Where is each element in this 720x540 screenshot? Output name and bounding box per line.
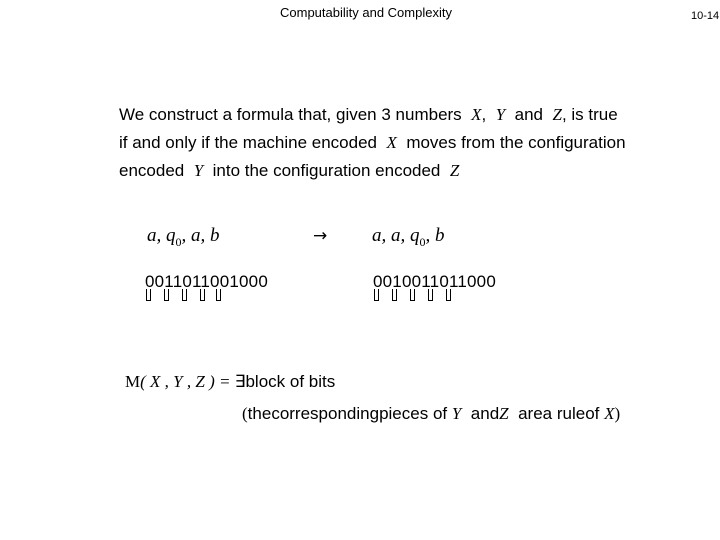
config-left-sub: 0 bbox=[175, 234, 182, 249]
intro-line-2 bbox=[119, 129, 719, 157]
var-y: Y bbox=[495, 105, 506, 124]
formula-args: ( X , Y , Z ) = bbox=[140, 372, 235, 391]
formula-var-z: Z bbox=[499, 404, 509, 423]
bits-right: 0010011011000 bbox=[373, 272, 496, 291]
formula-word: pieces bbox=[379, 404, 429, 423]
intro-text: , is true bbox=[561, 105, 618, 124]
config-left bbox=[147, 225, 220, 250]
intro-line-1 bbox=[119, 101, 719, 129]
intro-text: if and only if the machine encoded bbox=[119, 133, 378, 152]
intro-paragraph bbox=[119, 101, 719, 185]
config-right-pre: a, a, q bbox=[372, 225, 420, 246]
var-x: X bbox=[386, 133, 397, 152]
segment-marker bbox=[182, 289, 187, 301]
segment-marker bbox=[428, 289, 433, 301]
formula-line-2 bbox=[242, 404, 620, 424]
intro-and: and bbox=[514, 105, 544, 124]
var-y: Y bbox=[193, 161, 204, 180]
segment-marker bbox=[392, 289, 397, 301]
intro-text: We construct a formula that, given 3 numbers bbox=[119, 105, 462, 124]
config-right bbox=[372, 225, 445, 250]
formula-text: block of bits bbox=[245, 372, 336, 391]
segment-marker bbox=[200, 289, 205, 301]
formula-line-1 bbox=[125, 372, 335, 392]
var-x: X bbox=[471, 105, 482, 124]
header-title: Computability and Complexity bbox=[280, 5, 452, 20]
intro-text: moves from the configuration bbox=[406, 133, 626, 152]
formula-paren: ( bbox=[242, 404, 248, 423]
segment-marker bbox=[216, 289, 221, 301]
config-right-post: , b bbox=[425, 225, 445, 246]
segment-marker bbox=[446, 289, 451, 301]
slide-number: 10-14 bbox=[691, 10, 720, 22]
intro-text: encoded bbox=[119, 161, 185, 180]
bits-left: 0011011001000 bbox=[145, 272, 268, 291]
segment-marker bbox=[410, 289, 415, 301]
intro-comma: , bbox=[481, 105, 487, 124]
formula-var-x: X bbox=[604, 404, 615, 423]
var-z: Z bbox=[552, 105, 562, 124]
intro-line-3 bbox=[119, 157, 719, 185]
config-left-post: , a, b bbox=[181, 225, 220, 246]
formula-word: corresponding bbox=[271, 404, 380, 423]
formula-word: a rule bbox=[542, 404, 586, 423]
formula-var-y: Y bbox=[451, 404, 462, 423]
intro-text: into the configuration encoded bbox=[212, 161, 441, 180]
arrow-icon: → bbox=[313, 226, 328, 246]
segment-marker bbox=[374, 289, 379, 301]
exists-symbol: ∃ bbox=[234, 372, 246, 391]
formula-paren: ) bbox=[614, 404, 621, 423]
var-z: Z bbox=[449, 161, 460, 180]
formula-word: the bbox=[247, 404, 272, 423]
config-right-sub: 0 bbox=[419, 234, 426, 249]
formula-word: of bbox=[432, 404, 448, 423]
segment-marker bbox=[146, 289, 151, 301]
formula-word: and bbox=[470, 404, 500, 423]
formula-word: are bbox=[518, 404, 543, 423]
config-left-pre: a, q bbox=[147, 225, 176, 246]
segment-marker bbox=[164, 289, 169, 301]
formula-m: M bbox=[125, 372, 141, 391]
formula-word: of bbox=[585, 404, 600, 423]
